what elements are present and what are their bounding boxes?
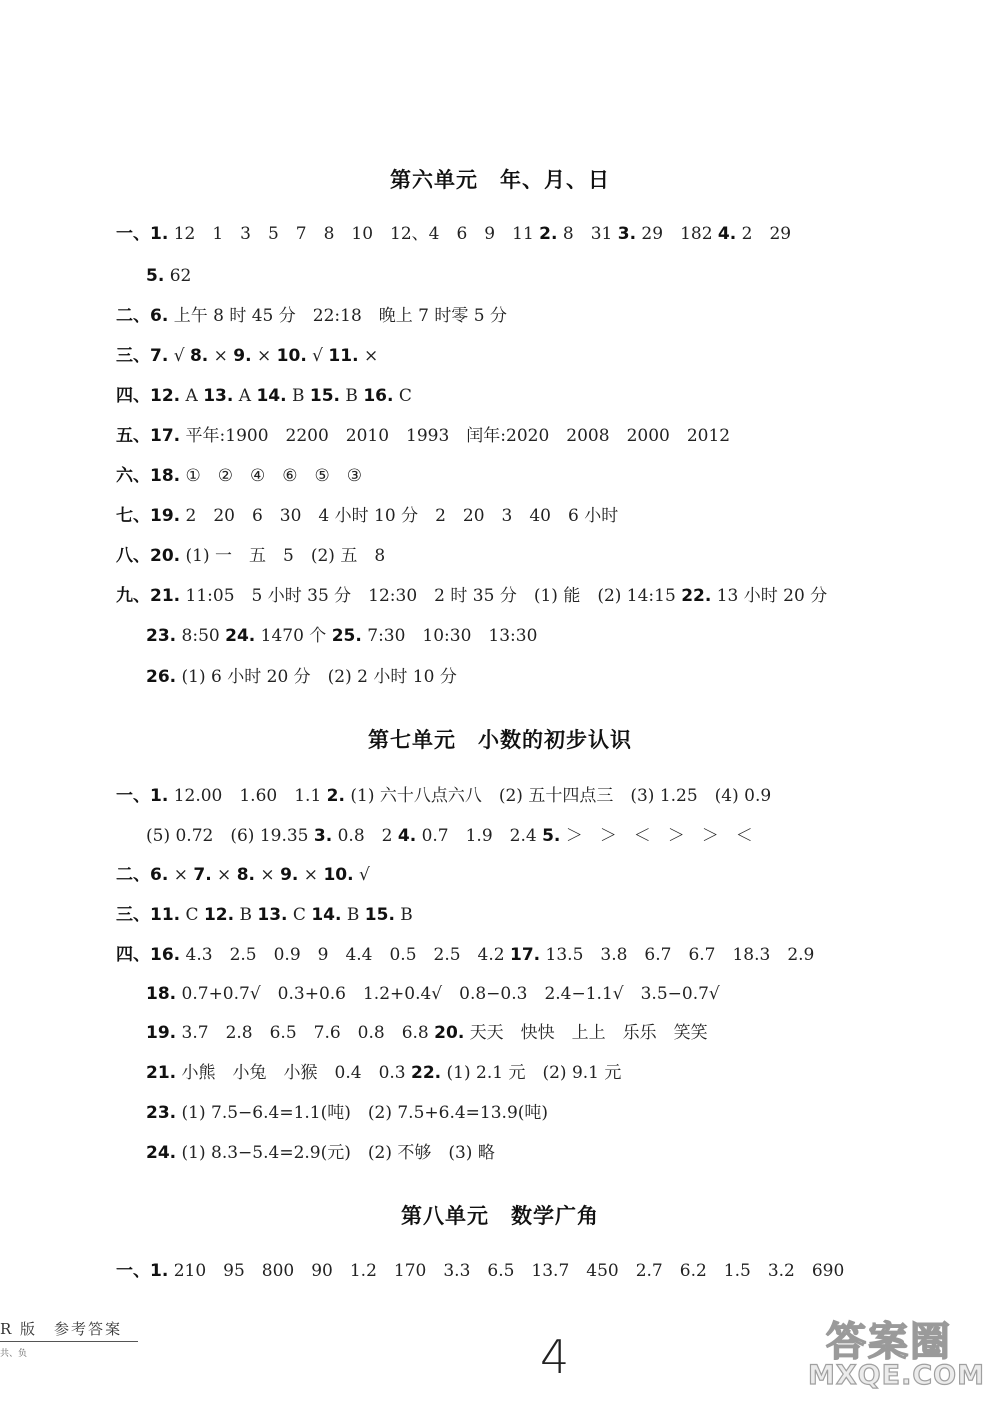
answer-line: 三、11. C 12. B 13. C 14. B 15. B xyxy=(116,905,413,925)
answer-line: 26. (1) 6 小时 20 分 (2) 2 小时 10 分 xyxy=(146,667,457,687)
answer-line: 七、19. 2 20 6 30 4 小时 10 分 2 20 3 40 6 小时 xyxy=(116,506,619,526)
answer-line: 一、1. 210 95 800 90 1.2 170 3.3 6.5 13.7 450 2.7 6.2 1.5 3.2 690 xyxy=(116,1261,845,1281)
answer-line: 23. 8:50 24. 1470 个 25. 7:30 10:30 13:30 xyxy=(146,626,538,646)
answer-line: 二、6. × 7. × 8. × 9. × 10. √ xyxy=(116,865,370,885)
watermark-logo xyxy=(806,1308,996,1398)
answer-line: 四、16. 4.3 2.5 0.9 9 4.4 0.5 2.5 4.2 17. 13.5 3.8 6.7 6.7 18.3 2.9 xyxy=(116,945,815,965)
watermark-url: MXQE.COM xyxy=(808,1360,985,1391)
answer-line: 一、1. 12.00 1.60 1.1 2. (1) 六十八点六八 (2) 五十四点三 (3) 1.25 (4) 0.9 xyxy=(116,786,772,806)
answer-line: 四、12. A 13. A 14. B 15. B 16. C xyxy=(116,386,412,406)
answer-line: 三、7. √ 8. × 9. × 10. √ 11. × xyxy=(116,346,379,366)
answer-line: 21. 小熊 小兔 小猴 0.4 0.3 22. (1) 2.1 元 (2) 9.1 元 xyxy=(146,1063,622,1083)
section-title-unit-7: 第七单元 小数的初步认识 xyxy=(368,728,632,752)
footer-small-text: 共、负 xyxy=(0,1349,28,1359)
answer-line: 23. (1) 7.5−6.4=1.1(吨) (2) 7.5+6.4=13.9(吨) xyxy=(146,1103,549,1123)
answer-line: 八、20. (1) 一 五 5 (2) 五 8 xyxy=(116,546,386,566)
answer-line: 一、1. 12 1 3 5 7 8 10 12、4 6 9 11 2. 8 31 3. 29 182 4. 2 29 xyxy=(116,224,792,244)
handwritten-page-number: 4 xyxy=(540,1330,570,1384)
answer-line: 19. 3.7 2.8 6.5 7.6 0.8 6.8 20. 天天 快快 上上 乐乐 笑笑 xyxy=(146,1023,708,1043)
answer-line: 六、18. ① ② ④ ⑥ ⑤ ③ xyxy=(116,466,362,486)
answer-line: 九、21. 11:05 5 小时 35 分 12:30 2 时 35 分 (1) 能 (2) 14:15 22. 13 小时 20 分 xyxy=(116,586,828,606)
footer-divider xyxy=(0,1341,138,1342)
section-title-unit-8: 第八单元 数学广角 xyxy=(401,1204,599,1228)
answer-line: 5. 62 xyxy=(146,266,192,286)
footer-edition-label: R 版 参考答案 xyxy=(0,1320,123,1338)
answer-line: 24. (1) 8.3−5.4=2.9(元) (2) 不够 (3) 略 xyxy=(146,1143,495,1163)
watermark-text: 答案圈 xyxy=(826,1319,952,1365)
section-title-unit-6: 第六单元 年、月、日 xyxy=(390,168,610,192)
answer-line: (5) 0.72 (6) 19.35 3. 0.8 2 4. 0.7 1.9 2.4 5. ＞ ＞ ＜ ＞ ＞ ＜ xyxy=(146,826,753,846)
answer-line: 二、6. 上午 8 时 45 分 22:18 晚上 7 时零 5 分 xyxy=(116,306,508,326)
answer-line: 五、17. 平年:1900 2200 2010 1993 闰年:2020 2008 2000 2012 xyxy=(116,426,731,446)
answer-line: 18. 0.7+0.7√ 0.3+0.6 1.2+0.4√ 0.8−0.3 2.4−1.1√ 3.5−0.7√ xyxy=(146,984,720,1004)
